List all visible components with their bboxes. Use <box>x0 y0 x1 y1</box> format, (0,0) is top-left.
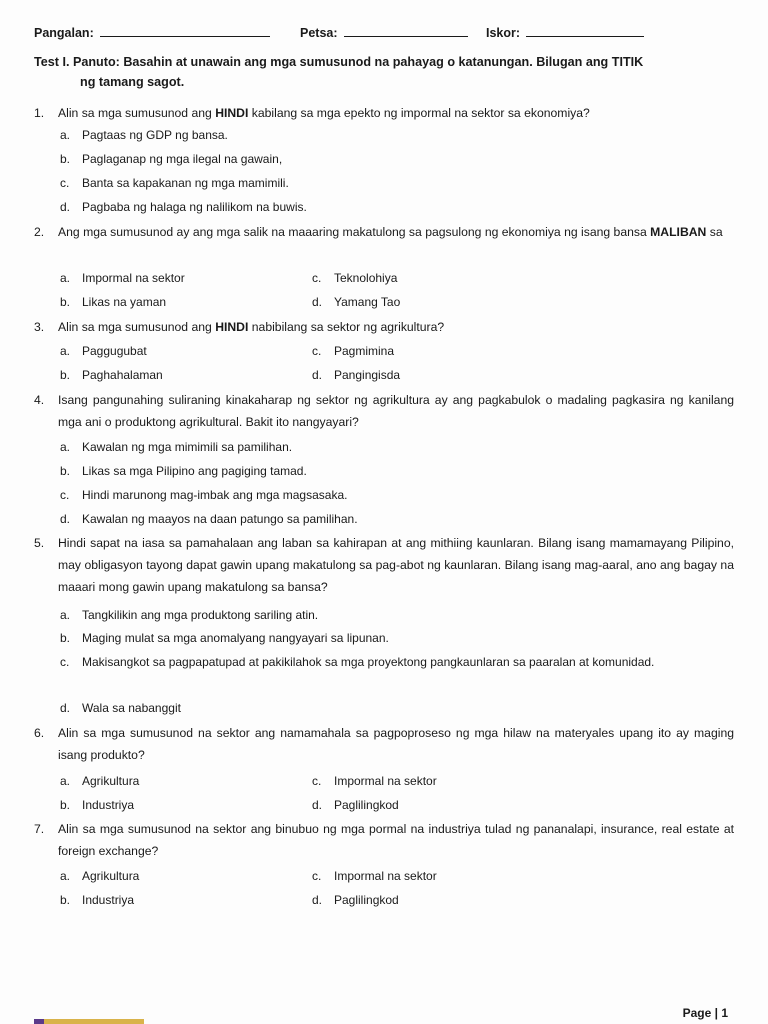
question-text <box>34 316 734 338</box>
option-7c[interactable] <box>312 866 437 886</box>
question-4 <box>34 389 734 433</box>
option-text: Teknolohiya <box>334 271 398 285</box>
question-number: 6. <box>34 726 45 740</box>
question-number: 5. <box>34 536 45 550</box>
score-field[interactable] <box>486 24 644 40</box>
option-text: Yamang Tao <box>334 295 401 309</box>
option-letter: b. <box>60 295 71 309</box>
option-letter: c. <box>60 488 70 502</box>
option-6d[interactable] <box>312 795 399 815</box>
option-text: Paglaganap ng mga ilegal na gawain, <box>82 152 283 166</box>
option-letter: a. <box>60 271 71 285</box>
option-3d[interactable] <box>312 365 400 385</box>
option-text: Likas na yaman <box>82 295 167 309</box>
option-4b[interactable] <box>60 461 307 481</box>
header-fields <box>34 24 738 42</box>
option-letter: b. <box>60 893 71 907</box>
option-text: Industriya <box>82 893 135 907</box>
option-text: Wala sa nabanggit <box>82 701 181 715</box>
question-text-part: kabilang sa mga epekto ng impormal na sektor sa ekonomiya? <box>248 106 590 120</box>
option-5a[interactable] <box>60 605 318 625</box>
question-text-part: Ang mga sumusunod ay ang mga salik na maaaring makatulong sa pagsulong ng ekonomiya ng isang bansa <box>58 225 651 239</box>
test-instructions <box>34 52 734 92</box>
option-5d[interactable] <box>60 698 181 718</box>
option-1a[interactable] <box>60 125 228 145</box>
option-text: Banta sa kapakanan ng mga mamimili. <box>82 176 289 190</box>
option-text: Paghahalaman <box>82 368 163 382</box>
option-1c[interactable] <box>60 173 289 193</box>
question-2 <box>34 221 734 243</box>
question-1 <box>34 102 734 124</box>
option-letter: c. <box>312 344 322 358</box>
option-letter: d. <box>312 295 323 309</box>
question-text-part: Alin sa mga sumusunod ang <box>58 320 216 334</box>
instructions-line-2: ng tamang sagot. <box>80 75 185 89</box>
name-label: Pangalan: <box>34 26 94 40</box>
option-letter: d. <box>312 893 323 907</box>
question-text-part: nabibilang sa sektor ng agrikultura? <box>248 320 445 334</box>
name-field[interactable] <box>34 24 270 40</box>
option-3a[interactable] <box>60 341 147 361</box>
question-text-part: sa <box>706 225 723 239</box>
option-text: Impormal na sektor <box>82 271 185 285</box>
question-emphasis: MALIBAN <box>650 225 707 239</box>
question-text <box>34 102 734 124</box>
option-letter: d. <box>60 512 71 526</box>
option-letter: a. <box>60 128 71 142</box>
question-text <box>34 221 734 243</box>
option-text: Kawalan ng mga mimimili sa pamilihan. <box>82 440 293 454</box>
option-letter: b. <box>60 798 71 812</box>
question-number: 2. <box>34 225 45 239</box>
question-emphasis: HINDI <box>215 106 249 120</box>
option-letter: a. <box>60 774 71 788</box>
option-letter: b. <box>60 368 71 382</box>
option-text: Impormal na sektor <box>334 869 437 883</box>
question-text: Isang pangunahing suliraning kinakaharap ng sektor ng agrikultura ay ang pagkabulok o madaling pagkasira ng kanilang mga ani o produktong agrikultural. Bakit ito nangyayari? <box>58 393 734 429</box>
date-field[interactable] <box>300 24 468 40</box>
option-letter: a. <box>60 440 71 454</box>
option-letter: c. <box>312 869 322 883</box>
option-letter: b. <box>60 464 71 478</box>
option-5c[interactable] <box>60 651 724 673</box>
option-2a[interactable] <box>60 268 185 288</box>
option-4c[interactable] <box>60 485 347 505</box>
option-2b[interactable] <box>60 292 166 312</box>
question-emphasis: HINDI <box>215 320 249 334</box>
option-letter: a. <box>60 869 71 883</box>
footer-accent-mark <box>34 1019 44 1024</box>
option-text: Makisangkot sa pagpapatupad at pakikilahok sa mga proyektong pangkaunlaran sa paaralan at komunidad. <box>82 655 655 669</box>
option-4d[interactable] <box>60 509 358 529</box>
option-letter: b. <box>60 152 71 166</box>
date-blank[interactable] <box>344 24 468 37</box>
question-5 <box>34 532 734 598</box>
option-6a[interactable] <box>60 771 139 791</box>
option-letter: a. <box>60 344 71 358</box>
option-text: Pagmimina <box>334 344 395 358</box>
question-number: 7. <box>34 822 45 836</box>
option-text: Agrikultura <box>82 774 140 788</box>
option-text: Kawalan ng maayos na daan patungo sa pamilihan. <box>82 512 358 526</box>
option-2c[interactable] <box>312 268 397 288</box>
option-letter: d. <box>60 701 71 715</box>
question-3 <box>34 316 734 338</box>
option-text: Pangingisda <box>334 368 401 382</box>
question-number: 3. <box>34 320 45 334</box>
option-3c[interactable] <box>312 341 394 361</box>
option-7d[interactable] <box>312 890 399 910</box>
option-7a[interactable] <box>60 866 139 886</box>
option-text: Pagtaas ng GDP ng bansa. <box>82 128 228 142</box>
question-number: 1. <box>34 106 45 120</box>
option-7b[interactable] <box>60 890 134 910</box>
question-text-part: Alin sa mga sumusunod ang <box>58 106 216 120</box>
option-letter: c. <box>312 271 322 285</box>
option-1d[interactable] <box>60 197 307 217</box>
option-2d[interactable] <box>312 292 400 312</box>
option-letter: c. <box>60 176 70 190</box>
option-letter: c. <box>312 774 322 788</box>
question-text: Hindi sapat na iasa sa pamahalaan ang laban sa kahirapan at ang mithiing kaunlaran. Bilang isang mamamayang Pilipino, may obligasyon tayong dapat gawin upang makatulong sa pag-abot ng kaunlaran. Bilang isang mag-aaral, ano ang bagay na maaari mong gawin upang makatulong sa bansa? <box>58 536 734 594</box>
option-text: Industriya <box>82 798 135 812</box>
option-letter: a. <box>60 608 71 622</box>
score-blank[interactable] <box>526 24 644 37</box>
date-label: Petsa: <box>300 26 338 40</box>
score-label: Iskor: <box>486 26 521 40</box>
name-blank[interactable] <box>100 24 270 37</box>
option-text: Tangkilikin ang mga produktong sariling atin. <box>82 608 319 622</box>
footer-accent-bar <box>34 1019 144 1024</box>
option-6b[interactable] <box>60 795 134 815</box>
option-text: Pagbaba ng halaga ng nalilikom na buwis. <box>82 200 307 214</box>
option-text: Maging mulat sa mga anomalyang nangyayari sa lipunan. <box>82 631 389 645</box>
page-number: Page | 1 <box>682 1006 728 1020</box>
question-6 <box>34 722 734 766</box>
option-letter: d. <box>312 368 323 382</box>
option-letter: b. <box>60 631 71 645</box>
option-text: Likas sa mga Pilipino ang pagiging tamad. <box>82 464 307 478</box>
question-text: Alin sa mga sumusunod na sektor ang namamahala sa pagpoproseso ng mga hilaw na materyales upang ito ay maging isang produkto? <box>58 726 734 762</box>
option-text: Paggugubat <box>82 344 147 358</box>
option-text: Paglilingkod <box>334 893 399 907</box>
option-text: Impormal na sektor <box>334 774 437 788</box>
option-6c[interactable] <box>312 771 437 791</box>
option-5b[interactable] <box>60 628 389 648</box>
question-text: Alin sa mga sumusunod na sektor ang binubuo ng mga pormal na industriya tulad ng pananalapi, insurance, real estate at foreign exchange? <box>58 822 734 858</box>
option-1b[interactable] <box>60 149 282 169</box>
option-letter: c. <box>60 655 70 669</box>
option-4a[interactable] <box>60 437 292 457</box>
option-text: Paglilingkod <box>334 798 399 812</box>
option-letter: d. <box>312 798 323 812</box>
question-7 <box>34 818 734 862</box>
question-number: 4. <box>34 393 45 407</box>
option-text: Hindi marunong mag-imbak ang mga magsasaka. <box>82 488 348 502</box>
option-text: Agrikultura <box>82 869 140 883</box>
option-3b[interactable] <box>60 365 163 385</box>
instructions-line-1: Test I. Panuto: Basahin at unawain ang mga sumusunod na pahayag o katanungan. Bilugan ang TITIK <box>34 55 644 69</box>
option-letter: d. <box>60 200 71 214</box>
